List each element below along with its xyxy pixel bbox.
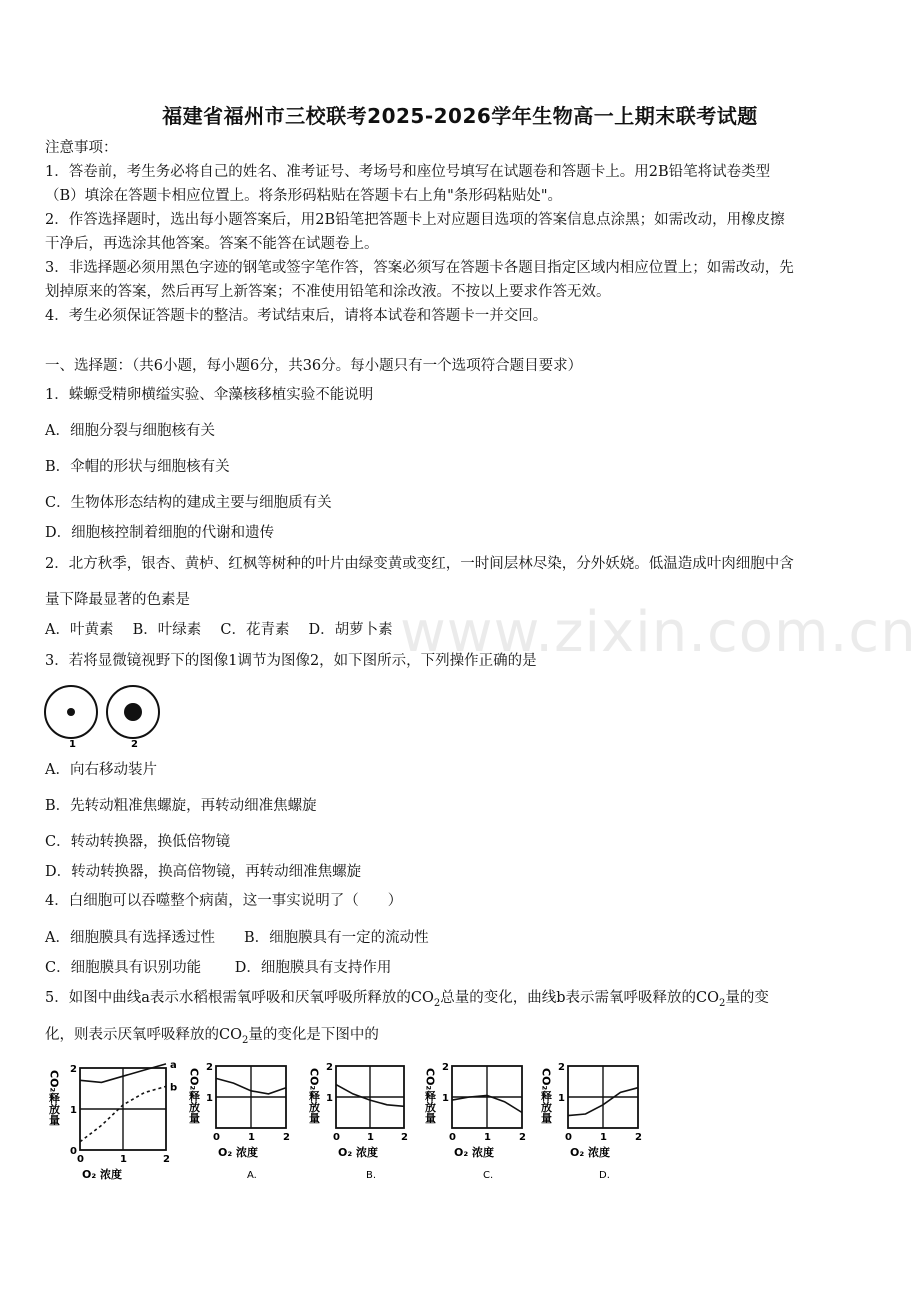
x-tick-label: 2 — [283, 1132, 290, 1143]
q1-option-c: C．生物体形态结构的建成主要与细胞质有关 — [45, 495, 332, 511]
notice-item-2b: 干净后，再选涂其他答案。答案不能答在试题卷上。 — [45, 236, 379, 252]
y-axis-label: CO₂释放量 — [187, 1068, 201, 1124]
y-tick-label: 2 — [70, 1064, 77, 1075]
q1-option-b: B．伞帽的形状与细胞核有关 — [45, 459, 230, 475]
q3-option-d: D．转动转换器，换高倍物镜，再转动细准焦螺旋 — [45, 864, 362, 880]
y-tick-label: 1 — [442, 1093, 449, 1104]
y-tick-label: 2 — [558, 1062, 565, 1073]
y-tick-label: 0 — [70, 1146, 77, 1157]
view-2-dot — [124, 703, 142, 721]
x-tick-label: 1 — [248, 1132, 255, 1143]
x-axis-label: O₂ 浓度 — [338, 1146, 378, 1159]
panel-label: C. — [483, 1170, 494, 1181]
y-axis-label: CO₂释放量 — [423, 1068, 437, 1124]
section-heading: 一、选择题：（共6小题，每小题6分，共36分。每小题只有一个选项符合题目要求） — [45, 358, 583, 374]
y-axis-label: CO₂释放量 — [307, 1068, 321, 1124]
notice-heading: 注意事项： — [45, 140, 118, 156]
x-axis-label: O₂ 浓度 — [570, 1146, 610, 1159]
x-tick-label: 2 — [519, 1132, 526, 1143]
q5-stem-a: 5．如图中曲线a表示水稻根需氧呼吸和厌氧呼吸所释放的$CO_2$总量的变化，曲线b表示需氧呼吸释放的$CO_2$量的变 — [45, 990, 769, 1009]
y-axis-label: CO₂释放量 — [47, 1070, 61, 1126]
notice-item-3b: 划掉原来的答案，然后再写上新答案；不准使用铅笔和涂改液。不按以上要求作答无效。 — [45, 284, 611, 300]
x-axis-label: O₂ 浓度 — [218, 1146, 258, 1159]
x-tick-label: 0 — [213, 1132, 220, 1143]
y-axis-label: CO₂释放量 — [539, 1068, 553, 1124]
q3-option-b: B．先转动粗准焦螺旋，再转动细准焦螺旋 — [45, 798, 317, 814]
panel-label: B. — [366, 1170, 377, 1181]
q1-option-a: A．细胞分裂与细胞核有关 — [45, 423, 215, 439]
notice-item-2a: 2．作答选择题时，选出每小题答案后，用2B铅笔把答题卡上对应题目选项的答案信息点涂黑；如需改动，用橡皮擦 — [45, 212, 785, 228]
panel-label: D. — [599, 1170, 610, 1181]
q1-stem: 1．蝾螈受精卵横缢实验、伞藻核移植实验不能说明 — [45, 387, 374, 403]
x-tick-label: 2 — [163, 1154, 170, 1165]
q3-option-c: C．转动转换器，换低倍物镜 — [45, 834, 231, 850]
notice-item-4: 4．考生必须保证答题卡的整洁。考试结束后，请将本试卷和答题卡一并交回。 — [45, 308, 548, 324]
q4-options-ab: A．细胞膜具有选择透过性 B．细胞膜具有一定的流动性 — [45, 930, 429, 946]
x-tick-label: 0 — [333, 1132, 340, 1143]
x-tick-label: 1 — [367, 1132, 374, 1143]
series-label-a: a — [170, 1059, 177, 1071]
view-1-dot — [67, 708, 75, 716]
view-2-label: 2 — [131, 739, 138, 750]
y-tick-label: 2 — [326, 1062, 333, 1073]
page-title: 福建省福州市三校联考2025-2026学年生物高一上期末联考试题 — [162, 104, 758, 128]
q3-stem: 3．若将显微镜视野下的图像1调节为图像2，如下图所示，下列操作正确的是 — [45, 653, 537, 669]
x-axis-label: O₂ 浓度 — [454, 1146, 494, 1159]
x-axis-label: O₂ 浓度 — [82, 1168, 122, 1181]
series-label-b: b — [170, 1082, 178, 1094]
watermark: www.zixin.com.cn — [400, 600, 917, 665]
x-tick-label: 2 — [635, 1132, 642, 1143]
x-tick-label: 0 — [449, 1132, 456, 1143]
y-tick-label: 1 — [326, 1093, 333, 1104]
q2-stem-b: 量下降最显著的色素是 — [45, 592, 190, 608]
q4-options-cd: C．细胞膜具有识别功能 D．细胞膜具有支持作用 — [45, 960, 392, 976]
x-tick-label: 2 — [401, 1132, 408, 1143]
y-tick-label: 1 — [558, 1093, 565, 1104]
x-tick-label: 1 — [120, 1154, 127, 1165]
x-tick-label: 0 — [77, 1154, 84, 1165]
q4-stem: 4．白细胞可以吞噬整个病菌，这一事实说明了（ ） — [45, 893, 403, 909]
notice-item-3a: 3．非选择题必须用黑色字迹的钢笔或签字笔作答，答案必须写在答题卡各题目指定区域内相应位置上；如需改动，先 — [45, 260, 794, 276]
notice-item-1a: 1．答卷前，考生务必将自己的姓名、准考证号、考场号和座位号填写在试题卷和答题卡上。用2B铅笔将试卷类型 — [45, 164, 771, 180]
q1-option-d: D．细胞核控制着细胞的代谢和遗传 — [45, 525, 275, 541]
y-tick-label: 2 — [206, 1062, 213, 1073]
x-tick-label: 1 — [484, 1132, 491, 1143]
q5-stem-b: 化，则表示厌氧呼吸释放的$CO_2$量的变化是下图中的 — [45, 1027, 379, 1046]
view-1-label: 1 — [69, 739, 76, 750]
notice-item-1b: （B）填涂在答题卡相应位置上。将条形码粘贴在答题卡右上角"条形码粘贴处"。 — [45, 188, 562, 204]
co2-charts — [40, 1058, 660, 1198]
y-tick-label: 1 — [70, 1105, 77, 1116]
q2-stem-a: 2．北方秋季，银杏、黄栌、红枫等树种的叶片由绿变黄或变红，一时间层林尽染，分外妖娆。低温造成叶肉细胞中含 — [45, 556, 794, 572]
y-tick-label: 2 — [442, 1062, 449, 1073]
q2-options: A．叶黄素 B．叶绿素 C．花青素 D．胡萝卜素 — [45, 622, 393, 638]
x-tick-label: 0 — [565, 1132, 572, 1143]
microscope-figure — [40, 680, 170, 752]
panel-label: A. — [247, 1170, 257, 1181]
q3-option-a: A．向右移动装片 — [45, 762, 157, 778]
y-tick-label: 1 — [206, 1093, 213, 1104]
x-tick-label: 1 — [600, 1132, 607, 1143]
